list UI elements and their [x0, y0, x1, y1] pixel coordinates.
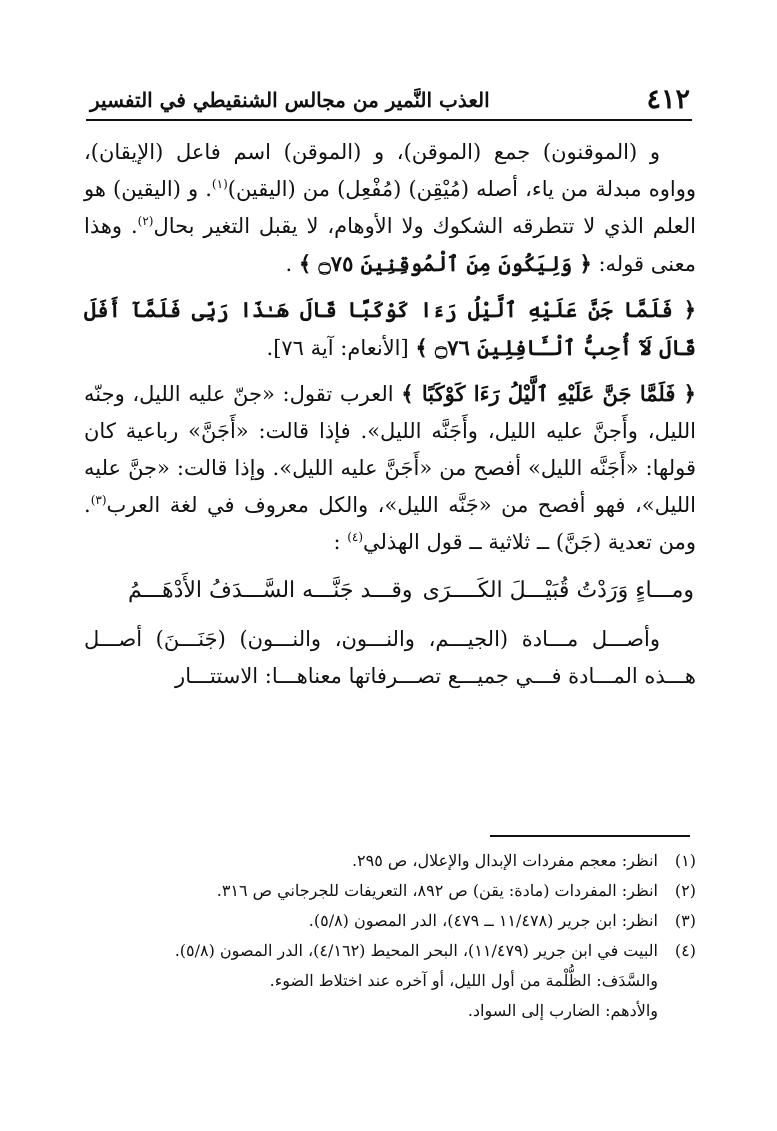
running-title: العذب النَّمير من مجالس الشنقيطي في التفسير [90, 88, 490, 112]
verse-first-hemistich: ومـــاءٍ وَرَدْتُ قُبَيْـــلَ الكَــــرَى [422, 578, 694, 603]
footnote-text: انظر: المفردات (مادة: يقن) ص ٨٩٢، التعريفات للجرجاني ص ٣١٦. [216, 881, 658, 900]
verse-reference: [الأنعام: آية ٧٦]. [266, 336, 416, 360]
main-text [84, 134, 696, 695]
footnote-number: (٤) [674, 941, 696, 960]
footnote [84, 876, 696, 906]
paragraph-4: وأصـــل مـــادة (الجيـــم، والنـــون، والنـــون) (جَنَـــنَ) أصـــل هـــذه المـــادة فـــي جميـــع تصـــرفاتها معناهـــا: الاستتـــار [84, 627, 696, 688]
p3-text-c: : [333, 530, 348, 554]
footnotes [84, 846, 696, 1026]
footnote-gloss-sadaf: والسَّدَف: الظُّلْمة من أول الليل، أو آخره عند اختلاط الضوء. [269, 971, 658, 990]
paragraph-2 [84, 291, 696, 367]
quran-quote-75: ﴿ وَلِيَكُونَ مِنَ ٱلْمُوقِنِينَ ۝٧٥ ﴾ [298, 251, 592, 276]
footnote-text: انظر: معجم مفردات الإبدال والإعلال، ص ٢٩٥. [351, 851, 658, 870]
p3-text-b: . ومن تعدية (جَنَّ) ــ ثلاثية ــ قول الهذلي [84, 493, 696, 554]
footnote-ref-2: (٢) [137, 214, 154, 228]
p1-text-b: . و (اليقين) هو العلم الذي لا تتطرقه الشكوك ولا الأوهام، لا يقبل التغير بحال [84, 177, 696, 238]
poetry-verse [84, 569, 696, 613]
quran-quote: ﴿ فَلَمَّا جَنَّ عَلَيْهِ ٱلَّيْلُ رَءَا كَوْكَبًا ﴾ [401, 381, 696, 406]
p1-text-c: . وهذا معنى قوله: [84, 214, 696, 276]
footnote-gloss-adham: والأدهم: الضارب إلى السواد. [467, 1001, 658, 1020]
footnote-number: (١) [674, 851, 696, 870]
p3-text-a: العرب تقول: «جنّ عليه الليل، وجنّه الليل، وأَجنَّ عليه الليل، وأَجَنَّه الليل». فإذا قالت: «أَجَنَّ» رباعية كان قولها: «أَجَنَّه الليل» أفصح من «أَجَنَّ عليه الليل». وإذا قالت: «جنَّ عليه الليل»، فهو أفصح من «جَنَّه الليل»، والكل معروف في لغة العرب [84, 382, 696, 517]
footnote [84, 846, 696, 876]
verse-second-hemistich: وقـــد جَنَّـــه السَّـــدَفُ الأَدْهَـــمُ [128, 578, 413, 603]
footnote-ref-4: (٤) [347, 530, 364, 544]
footnote-number: (٣) [674, 911, 696, 930]
paragraph-1 [84, 134, 696, 283]
footnote-text: انظر: ابن جرير (١١/٤٧٨ ــ ٤٧٩)، الدر المصون (٥/٨). [308, 911, 658, 930]
footnote [84, 936, 696, 966]
p1-text-a: و (الموقنون) جمع (الموقن)، و (الموقن) اسم فاعل (الإيقان)، وواوه مبدلة من ياء، أصله (مُيْقِن) (مُفْعِل) من (اليقين) [84, 140, 696, 201]
footnote-text: البيت في ابن جرير (١١/٤٧٩)، البحر المحيط (٤/١٦٢)، الدر المصون (٥/٨). [174, 941, 658, 960]
footnote-separator [490, 835, 690, 837]
header-rule [86, 119, 692, 121]
quran-verse-76: ﴿ فَلَمَّا جَنَّ عَلَيْهِ ٱلَّيْلُ رَءَا كَوْكَبًا قَالَ هَـٰذَا رَبِّى فَلَمَّآ أَفَلَ قَالَ لَآ أُحِبُّ ٱلْـَٔافِلِينَ ۝٧٦ ﴾ [84, 297, 696, 360]
p1-end: . [285, 252, 299, 276]
footnote [84, 906, 696, 936]
paragraph-3 [84, 375, 696, 561]
page-header [86, 84, 692, 118]
footnote-number: (٢) [674, 881, 696, 900]
footnote-ref-3: (٣) [90, 493, 107, 507]
footnote-ref-1: (١) [211, 177, 228, 191]
page-number: ٤١٢ [646, 84, 690, 115]
